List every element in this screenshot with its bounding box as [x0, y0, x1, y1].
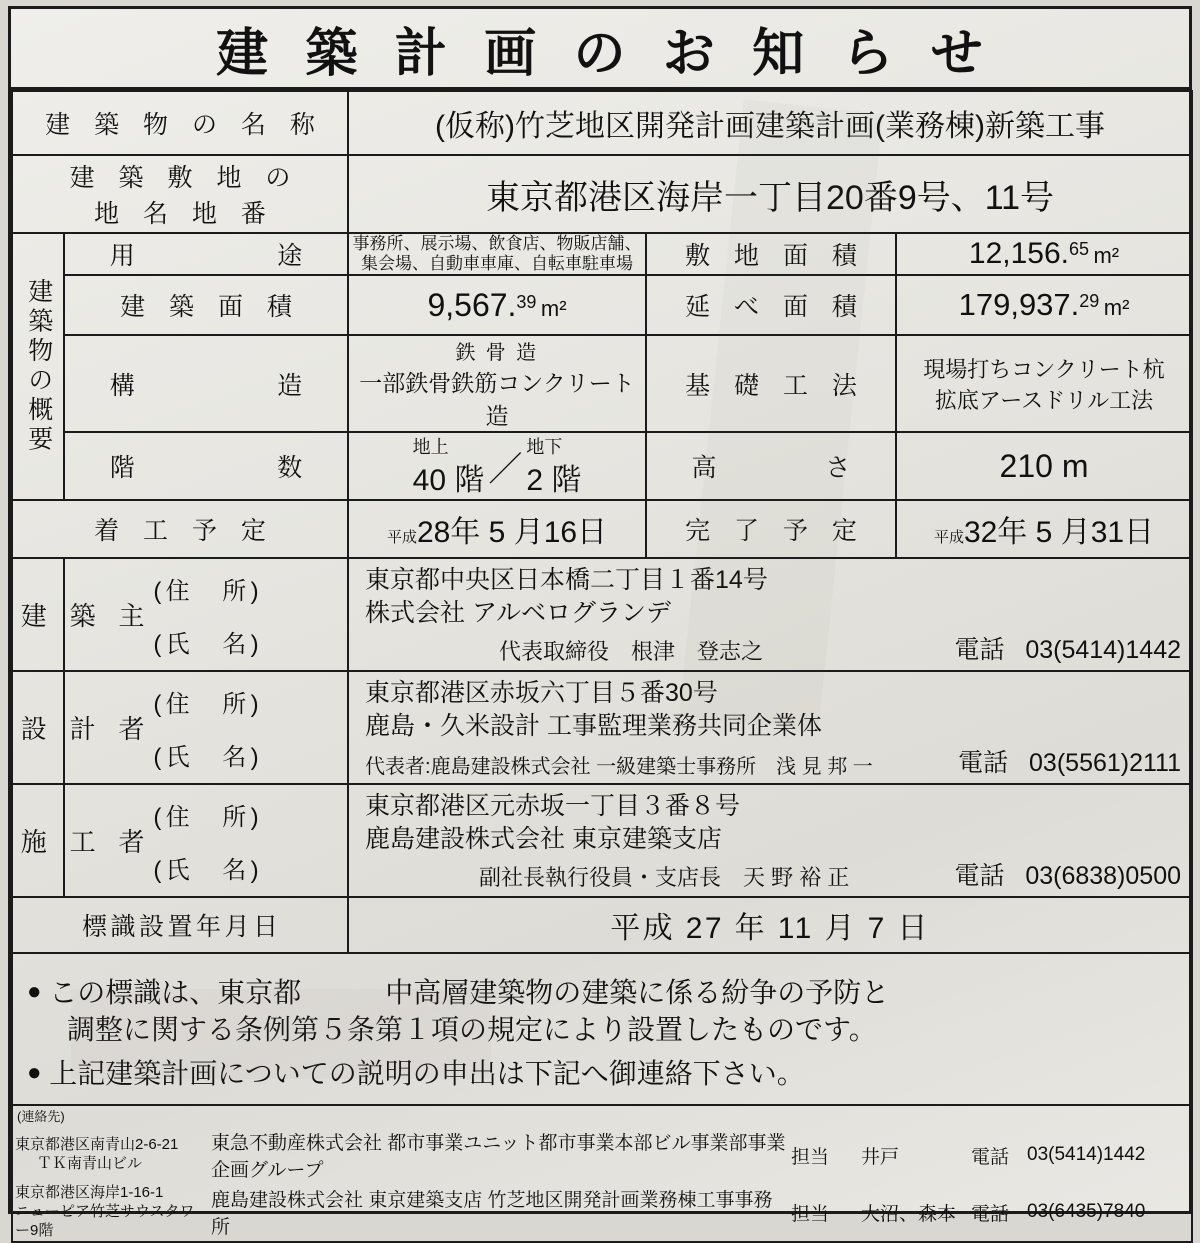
structure-label: 構 造 — [64, 335, 348, 432]
site-area-value — [896, 233, 1192, 275]
contacts-table — [13, 1127, 1195, 1241]
height-value: 210 m — [896, 432, 1192, 500]
contractor-details — [348, 784, 1192, 897]
total-area-label: 延 べ 面 積 — [646, 275, 896, 335]
use-value-line2: 集会場、自動車車庫、自転車駐車場 — [361, 254, 634, 274]
foundation-label: 基 礎 工 法 — [646, 335, 896, 432]
building-area-unit: m² — [540, 295, 567, 321]
contractor-address-label: (住 所) — [153, 803, 263, 831]
floors-above-label: 地上 — [412, 437, 449, 458]
contact-tel-2: 03(6435)7840 — [1027, 1201, 1146, 1223]
table-row-owner — [12, 558, 1192, 671]
designer-tel — [958, 743, 1181, 779]
floors-value — [348, 432, 646, 500]
designer-name-label: (氏 名) — [153, 743, 263, 771]
owner-tel-label: 電話 — [954, 636, 1005, 665]
designer-role-label: 設 計 者 — [12, 671, 64, 784]
table-row-notice-date — [12, 897, 1192, 953]
contractor-address: 東京都港区元赤坂一丁目３番８号 — [365, 792, 741, 821]
building-outline-label — [12, 233, 64, 500]
site-address-label-line2: 地 名 地 番 — [94, 200, 275, 228]
table-row-notes — [12, 953, 1192, 1105]
designer-representative: 代表者:鹿島建設株式会社 一級建築士事務所 浅 見 邦 一 — [365, 756, 873, 779]
designer-tel-label: 電話 — [958, 749, 1009, 778]
site-area-unit: m² — [1093, 243, 1120, 269]
contractor-representative: 副社長執行役員・支店長 天 野 裕 正 — [479, 865, 850, 891]
owner-name-label: (氏 名) — [153, 630, 263, 658]
contractor-role-label: 施 工 者 — [12, 784, 64, 897]
site-area-decimal: 65 — [1068, 239, 1090, 260]
site-area-number: 12,156. — [968, 237, 1069, 271]
building-name-value: (仮称)竹芝地区開発計画建築計画(業務棟)新築工事 — [348, 91, 1192, 155]
structure-value-line2: 一部鉄骨鉄筋コンクリート造 — [359, 370, 635, 430]
total-area-number: 179,937. — [958, 287, 1080, 323]
notice-date-label: 標識設置年月日 — [12, 897, 348, 953]
contact-row — [13, 1127, 1195, 1183]
table-row-contractor — [12, 784, 1192, 897]
contact-tel-label-1: 電話 — [971, 1146, 1010, 1168]
site-address-label — [12, 155, 348, 233]
structure-value — [348, 335, 646, 432]
start-date-era: 平成 — [386, 529, 417, 547]
contractor-name-label: (氏 名) — [153, 856, 263, 884]
contact-person-label-2: 担当 — [791, 1203, 830, 1225]
owner-role-label: 建 築 主 — [12, 558, 64, 671]
contact-address-1-line1: 東京都港区南青山2-6-21 — [15, 1136, 179, 1154]
designer-address: 東京都港区赤坂六丁目５番30号 — [365, 679, 718, 708]
floors-above-value: 40 階 — [412, 464, 485, 498]
building-area-value — [348, 275, 646, 335]
contact-address-1 — [13, 1127, 209, 1183]
contact-person-2: 大沼、森本 — [861, 1203, 957, 1225]
contacts-cell — [12, 1105, 1192, 1242]
owner-details — [348, 558, 1192, 671]
contractor-tel-label: 電話 — [954, 862, 1005, 891]
total-area-unit: m² — [1103, 295, 1130, 321]
contact-tel-1: 03(5414)1442 — [1027, 1144, 1146, 1166]
contact-person-label-1: 担当 — [791, 1146, 830, 1168]
contractor-name: 鹿島建設株式会社 東京建築支店 — [365, 824, 722, 853]
contact-person-1: 井戸 — [861, 1146, 900, 1168]
owner-tel-number: 03(5414)1442 — [1025, 636, 1182, 665]
owner-address: 東京都中央区日本橋二丁目１番14号 — [365, 566, 768, 595]
end-date-label: 完 了 予 定 — [646, 500, 896, 558]
note-line-3 — [27, 1055, 1177, 1093]
building-area-number: 9,567. — [427, 286, 517, 323]
note-line-1 — [27, 974, 1177, 1012]
use-value-line1: 事務所、展示場、飲食店、物販店舗、 — [352, 234, 642, 253]
floors-below-label: 地下 — [526, 437, 563, 458]
table-row-structure — [12, 335, 1192, 432]
table-row-contacts — [12, 1105, 1192, 1242]
end-date-era: 平成 — [933, 529, 964, 547]
floors-below-value: 2 階 — [526, 464, 582, 498]
contact-address-2 — [13, 1183, 209, 1241]
construction-notice-board — [8, 6, 1192, 1239]
total-area-decimal: 29 — [1079, 291, 1100, 312]
end-date-number: 32年 5 月31日 — [963, 516, 1155, 550]
floors-label: 階 数 — [64, 432, 348, 500]
foundation-value — [896, 335, 1192, 432]
foundation-value-line1: 現場打ちコンクリート杭 — [923, 356, 1165, 382]
table-row-floors — [12, 432, 1192, 500]
use-label: 用 途 — [64, 233, 348, 275]
table-row-site-address — [12, 155, 1192, 233]
start-date-number: 28年 5 月16日 — [416, 516, 608, 550]
site-address-label-line1: 建 築 敷 地 の — [69, 164, 299, 192]
contractor-tel — [954, 856, 1181, 892]
site-address-value: 東京都港区海岸一丁目20番9号、11号 — [348, 155, 1192, 233]
building-name-label: 建 築 物 の 名 称 — [12, 91, 348, 155]
foundation-value-line2: 拡底アースドリル工法 — [934, 387, 1154, 413]
note-bullet-1: ● — [27, 977, 42, 1005]
contact-address-1-line2: ＴＫ南青山ビル — [37, 1155, 143, 1173]
table-row-building-name — [12, 91, 1192, 155]
owner-tel — [954, 630, 1181, 666]
start-date-value — [348, 500, 646, 558]
building-area-label: 建 築 面 積 — [64, 275, 348, 335]
contact-tag: (連絡先) — [17, 1109, 65, 1125]
owner-name: 株式会社 アルベログランデ — [365, 598, 671, 627]
note-text-1: この標識は、東京都 中高層建築物の建築に係る紛争の予防と — [49, 976, 890, 1008]
note-line-2: 調整に関する条例第５条第１項の規定により設置したものです。 — [67, 1014, 877, 1046]
contact-tel-label-2: 電話 — [971, 1203, 1010, 1225]
designer-details — [348, 671, 1192, 784]
contractor-tel-number: 03(6838)0500 — [1025, 862, 1182, 891]
total-area-value — [896, 275, 1192, 335]
main-table — [11, 90, 1193, 1243]
height-label: 高 さ — [646, 432, 896, 500]
start-date-label: 着 工 予 定 — [12, 500, 348, 558]
contact-company-2: 鹿島建設株式会社 東京建築支店 竹芝地区開発計画業務棟工事事務所 — [211, 1190, 773, 1239]
contact-company-1: 東急不動産株式会社 都市事業ユニット都市事業本部ビル事業部事業企画グループ — [211, 1133, 786, 1182]
designer-tel-number: 03(5561)2111 — [1029, 749, 1182, 778]
designer-address-label: (住 所) — [153, 690, 263, 718]
note-bullet-2: ● — [27, 1058, 42, 1086]
site-area-label: 敷 地 面 積 — [646, 233, 896, 275]
note-text-3: 上記建築計画についての説明の申出は下記へ御連絡下さい。 — [49, 1057, 805, 1089]
floors-separator: ／ — [488, 450, 523, 489]
building-outline-label-text: 建築物の概要 — [24, 278, 53, 456]
page-title: 建 築 計 画 の お 知 ら せ — [11, 9, 1189, 90]
designer-name: 鹿島・久米設計 工事監理業務共同企業体 — [365, 711, 822, 740]
contact-address-2-line2: ニューピア竹芝サウスタワー9階 — [15, 1202, 195, 1239]
table-row-use — [12, 233, 1192, 275]
table-row-schedule — [12, 500, 1192, 558]
structure-value-line1: 鉄 骨 造 — [455, 342, 539, 365]
table-row-designer — [12, 671, 1192, 784]
building-area-decimal: 39 — [516, 291, 537, 312]
use-value — [348, 233, 646, 275]
table-row-building-area — [12, 275, 1192, 335]
notice-date-value: 平成 27 年 11 月 7 日 — [348, 897, 1192, 953]
owner-representative: 代表取締役 根津 登志之 — [499, 639, 764, 665]
owner-address-label: (住 所) — [153, 577, 263, 605]
contact-address-2-line1: 東京都港区海岸1-16-1 — [15, 1184, 164, 1202]
end-date-value — [896, 500, 1192, 558]
notes-cell — [12, 953, 1192, 1105]
contact-row — [13, 1183, 1195, 1241]
